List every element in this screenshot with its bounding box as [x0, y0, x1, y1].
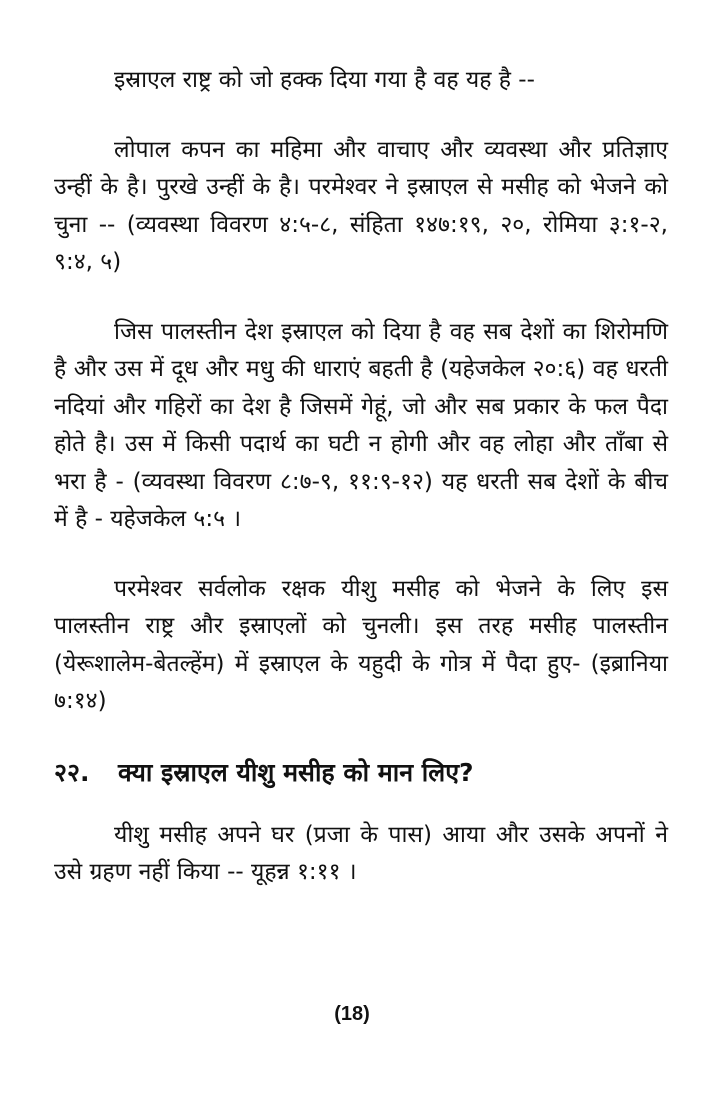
page-body [54, 62, 668, 924]
paragraph-not-received: यीशु मसीह अपने घर (प्रजा के पास) आया और उसके अपनों ने उसे ग्रहण नहीं किया -- यूहन्न १:११ । [54, 821, 668, 885]
section-number: २२. [54, 757, 90, 787]
section-title: क्या इस्राएल यीशु मसीह को मान लिए? [118, 757, 474, 787]
paragraph-messiah-chosen: परमेश्वर सर्वलोक रक्षक यीशु मसीह को भेजने के लिए इस पालस्तीन राष्ट्र और इस्राएलों को चुनली। इस तरह मसीह पालस्तीन (येरूशालेम-बेतल्हेंम) में इस्राएल के यहुदी के गोत्र में पैदा हुए- (इब्रानिया ७:१४) [54, 575, 668, 714]
section-heading [54, 753, 668, 793]
page-number: (18) [334, 1003, 370, 1025]
paragraph-israel-right: इस्राएल राष्ट्र को जो हक्क दिया गया है वह यह है -- [114, 67, 535, 93]
paragraph-palestine-land: जिस पालस्तीन देश इस्राएल को दिया है वह सब देशों का शिरोमणि है और उस में दूध और मधु की धाराएं बहती है (यहेजकेल २०:६) वह धरती नदियां और गहिरों का देश है जिसमें गेहूं, जो और सब प्रकार के फल पैदा होते है। उस में किसी पदार्थ का घटी न होगी और वह लोहा और ताँबा से भरा है - (व्यवस्था विवरण ८:७-९, ११:९-१२) यह धरती सब देशों के बीच में है - यहेजकेल ५:५ । [54, 318, 668, 532]
paragraph-glory-covenants: लोपाल कपन का महिमा और वाचाए और व्यवस्था और प्रतिज्ञाए उन्हीं के है। पुरखे उन्हीं के है। परमेश्वर ने इस्राएल से मसीह को भेजने को चुना -- (व्यवस्था विवरण ४:५-८, संहिता १४७:१९, २०, रोमिया ३:१-२, ९:४, ५) [54, 136, 668, 275]
